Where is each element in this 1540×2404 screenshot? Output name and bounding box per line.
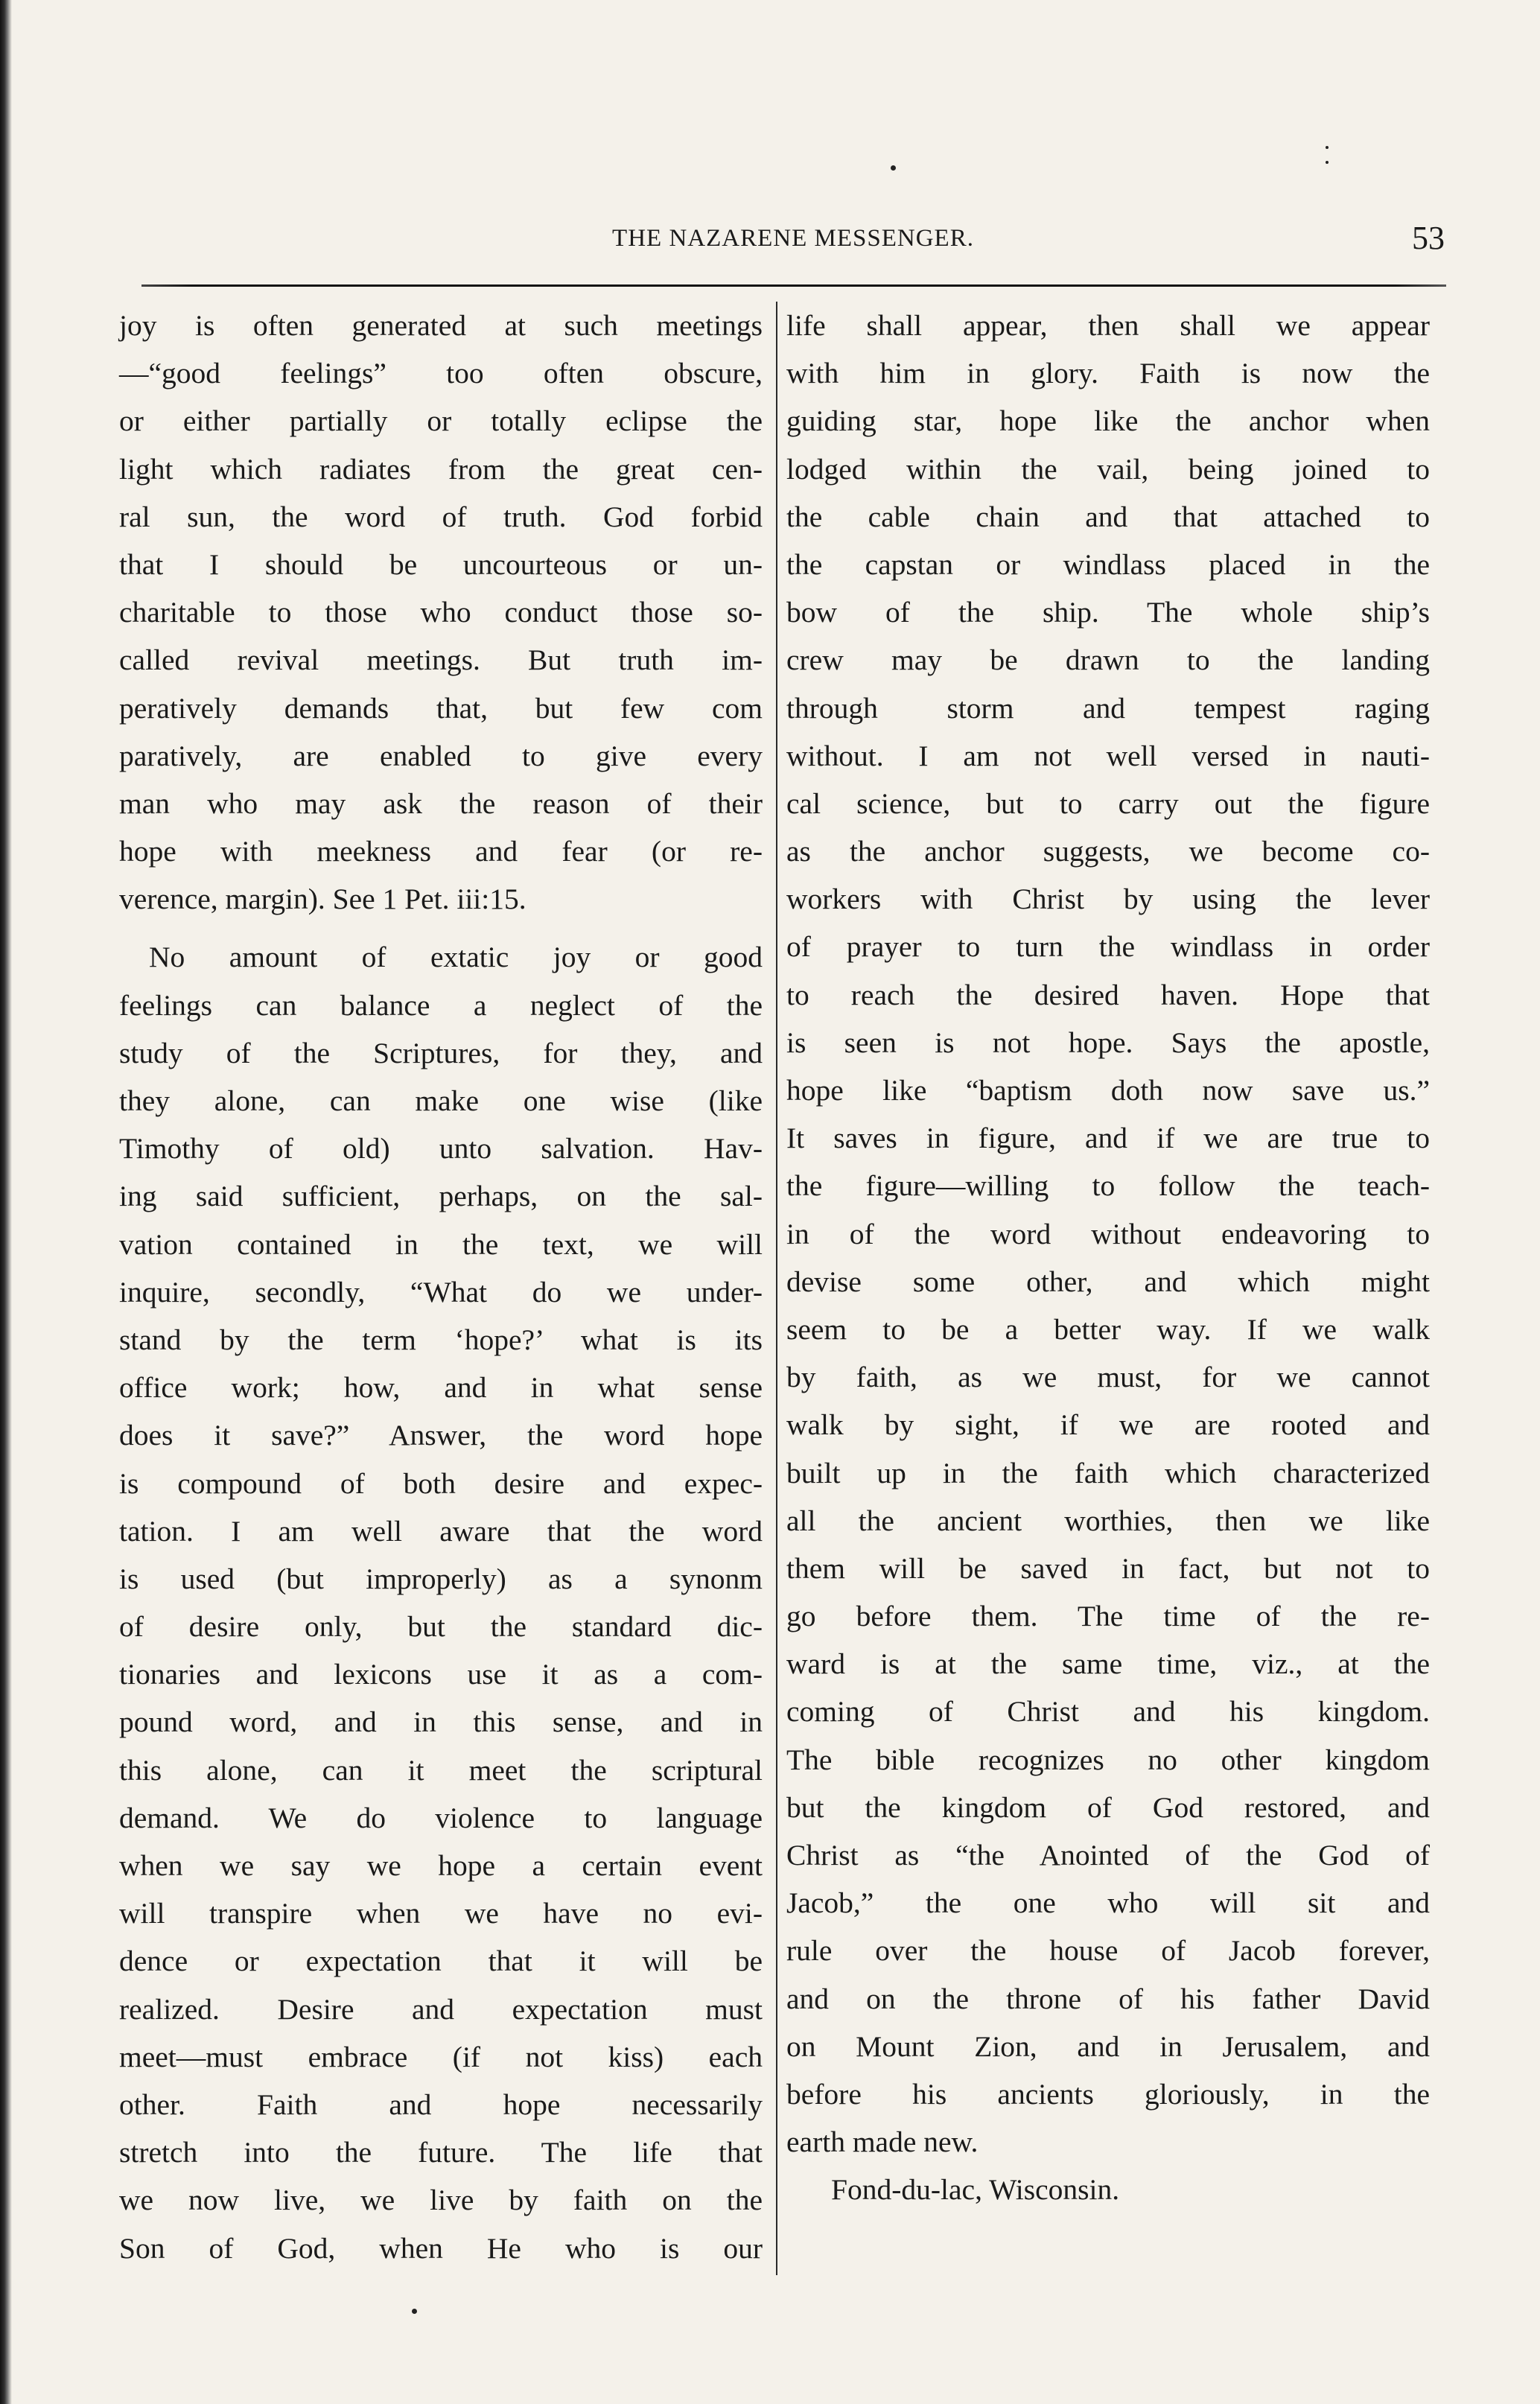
text-line: but the kingdom of God restored, and — [786, 1790, 1430, 1824]
text-line: inquire, secondly, “What do we under- — [119, 1275, 763, 1308]
text-line: before his ancients gloriously, in the — [786, 2077, 1430, 2111]
binding-edge-shadow — [0, 0, 12, 2404]
text-line: this alone, can it meet the scriptural — [119, 1753, 763, 1787]
text-line: meet—must embrace (if not kiss) each — [119, 2040, 763, 2073]
text-line: the capstan or windlass placed in the — [786, 547, 1430, 581]
author-location: Fond-du-lac, Wisconsin. — [831, 2173, 1120, 2207]
journal-title: THE NAZARENE MESSENGER. — [612, 225, 974, 252]
text-line: on Mount Zion, and in Jerusalem, and — [786, 2029, 1430, 2063]
text-line: when we say we hope a certain event — [119, 1849, 763, 1882]
text-line: ing said sufficient, perhaps, on the sal- — [119, 1180, 763, 1213]
text-line: is used (but improperly) as a synonm — [119, 1562, 763, 1595]
page-number: 53 — [1412, 220, 1445, 256]
text-line: through storm and tempest raging — [786, 691, 1430, 725]
text-line: It saves in figure, and if we are true to — [786, 1122, 1430, 1155]
text-line: stretch into the future. The life that — [119, 2136, 763, 2169]
text-line: workers with Christ by using the lever — [786, 883, 1430, 916]
text-line: light which radiates from the great cen- — [119, 452, 763, 486]
text-line: coming of Christ and his kingdom. — [786, 1695, 1430, 1729]
text-line: study of the Scriptures, for they, and — [119, 1036, 763, 1069]
text-line: Son of God, when He who is our — [119, 2231, 763, 2265]
text-line: pound word, and in this sense, and in — [119, 1705, 763, 1739]
text-line: of prayer to turn the windlass in order — [786, 930, 1430, 964]
text-line: go before them. The time of the re- — [786, 1600, 1430, 1633]
text-line: peratively demands that, but few com — [119, 691, 763, 725]
text-line: them will be saved in fact, but not to — [786, 1551, 1430, 1585]
text-line: all the ancient worthies, then we like — [786, 1504, 1430, 1537]
header-rule — [141, 284, 1446, 287]
text-line: verence, margin). See 1 Pet. iii:15. — [119, 883, 526, 916]
text-line: Christ as “the Anointed of the God of — [786, 1839, 1430, 1872]
ink-speck — [1326, 161, 1329, 164]
text-line: office work; how, and in what sense — [119, 1371, 763, 1405]
text-line: rule over the house of Jacob forever, — [786, 1934, 1430, 1968]
ink-speck — [1326, 146, 1329, 149]
text-line: demand. We do violence to language — [119, 1801, 763, 1834]
text-line: the cable chain and that attached to — [786, 500, 1430, 533]
text-line: crew may be drawn to the landing — [786, 643, 1430, 677]
text-line: ward is at the same time, viz., at the — [786, 1647, 1430, 1681]
text-line: is seen is not hope. Says the apostle, — [786, 1025, 1430, 1059]
text-line: hope with meekness and fear (or re- — [119, 835, 763, 868]
text-line: without. I am not well versed in nauti- — [786, 739, 1430, 772]
text-line: joy is often generated at such meetings — [119, 309, 763, 342]
text-line: of desire only, but the standard dic- — [119, 1610, 763, 1644]
text-line: feelings can balance a neglect of the — [119, 988, 763, 1022]
text-line: seem to be a better way. If we walk — [786, 1312, 1430, 1346]
text-line: life shall appear, then shall we appear — [786, 309, 1430, 342]
text-line: paratively, are enabled to give every — [119, 739, 763, 772]
text-line: as the anchor suggests, we become co- — [786, 835, 1430, 868]
text-line: built up in the faith which characterized — [786, 1456, 1430, 1489]
text-line: with him in glory. Faith is now the — [786, 357, 1430, 390]
text-line: that I should be uncourteous or un- — [119, 547, 763, 581]
text-line: by faith, as we must, for we cannot — [786, 1361, 1430, 1394]
text-line: bow of the ship. The whole ship’s — [786, 596, 1430, 629]
text-line: they alone, can make one wise (like — [119, 1084, 763, 1117]
left-column — [119, 302, 763, 2272]
text-line: The bible recognizes no other kingdom — [786, 1743, 1430, 1776]
text-line: devise some other, and which might — [786, 1265, 1430, 1298]
text-line: realized. Desire and expectation must — [119, 1992, 763, 2026]
text-line: we now live, we live by faith on the — [119, 2184, 763, 2217]
ink-speck — [412, 2309, 417, 2314]
text-line: hope like “baptism doth now save us.” — [786, 1074, 1430, 1107]
column-divider — [776, 302, 777, 2275]
text-line: other. Faith and hope necessarily — [119, 2087, 763, 2121]
text-line: earth made new. — [786, 2125, 979, 2159]
text-line: vation contained in the text, we will — [119, 1227, 763, 1261]
right-column — [786, 302, 1430, 2214]
text-line: Jacob,” the one who will sit and — [786, 1886, 1430, 1920]
text-line: ral sun, the word of truth. God forbid — [119, 500, 763, 533]
text-line: to reach the desired haven. Hope that — [786, 978, 1430, 1011]
text-line: walk by sight, if we are rooted and — [786, 1408, 1430, 1442]
running-header — [141, 216, 1445, 261]
text-line: Timothy of old) unto salvation. Hav- — [119, 1132, 763, 1166]
text-line: does it save?” Answer, the word hope — [119, 1419, 763, 1452]
paragraph-start: No amount of extatic joy or good — [149, 941, 763, 974]
text-line: charitable to those who conduct those so- — [119, 596, 763, 629]
text-line: cal science, but to carry out the figure — [786, 786, 1430, 820]
text-line: in of the word without endeavoring to — [786, 1217, 1430, 1250]
ink-speck — [891, 165, 896, 171]
text-line: man who may ask the reason of their — [119, 786, 763, 820]
text-line: or either partially or totally eclipse the — [119, 404, 763, 438]
text-line: —“good feelings” too often obscure, — [119, 357, 763, 390]
text-line: and on the throne of his father David — [786, 1982, 1430, 2015]
text-line: called revival meetings. But truth im- — [119, 643, 763, 677]
text-line: will transpire when we have no evi- — [119, 1897, 763, 1930]
text-line: the figure—willing to follow the teach- — [786, 1169, 1430, 1203]
text-line: dence or expectation that it will be — [119, 1944, 763, 1978]
text-line: is compound of both desire and expec- — [119, 1466, 763, 1500]
text-line: lodged within the vail, being joined to — [786, 452, 1430, 486]
text-line: guiding star, hope like the anchor when — [786, 404, 1430, 438]
text-line: stand by the term ‘hope?’ what is its — [119, 1323, 763, 1356]
text-line: tionaries and lexicons use it as a com- — [119, 1658, 763, 1691]
text-line: tation. I am well aware that the word — [119, 1514, 763, 1548]
